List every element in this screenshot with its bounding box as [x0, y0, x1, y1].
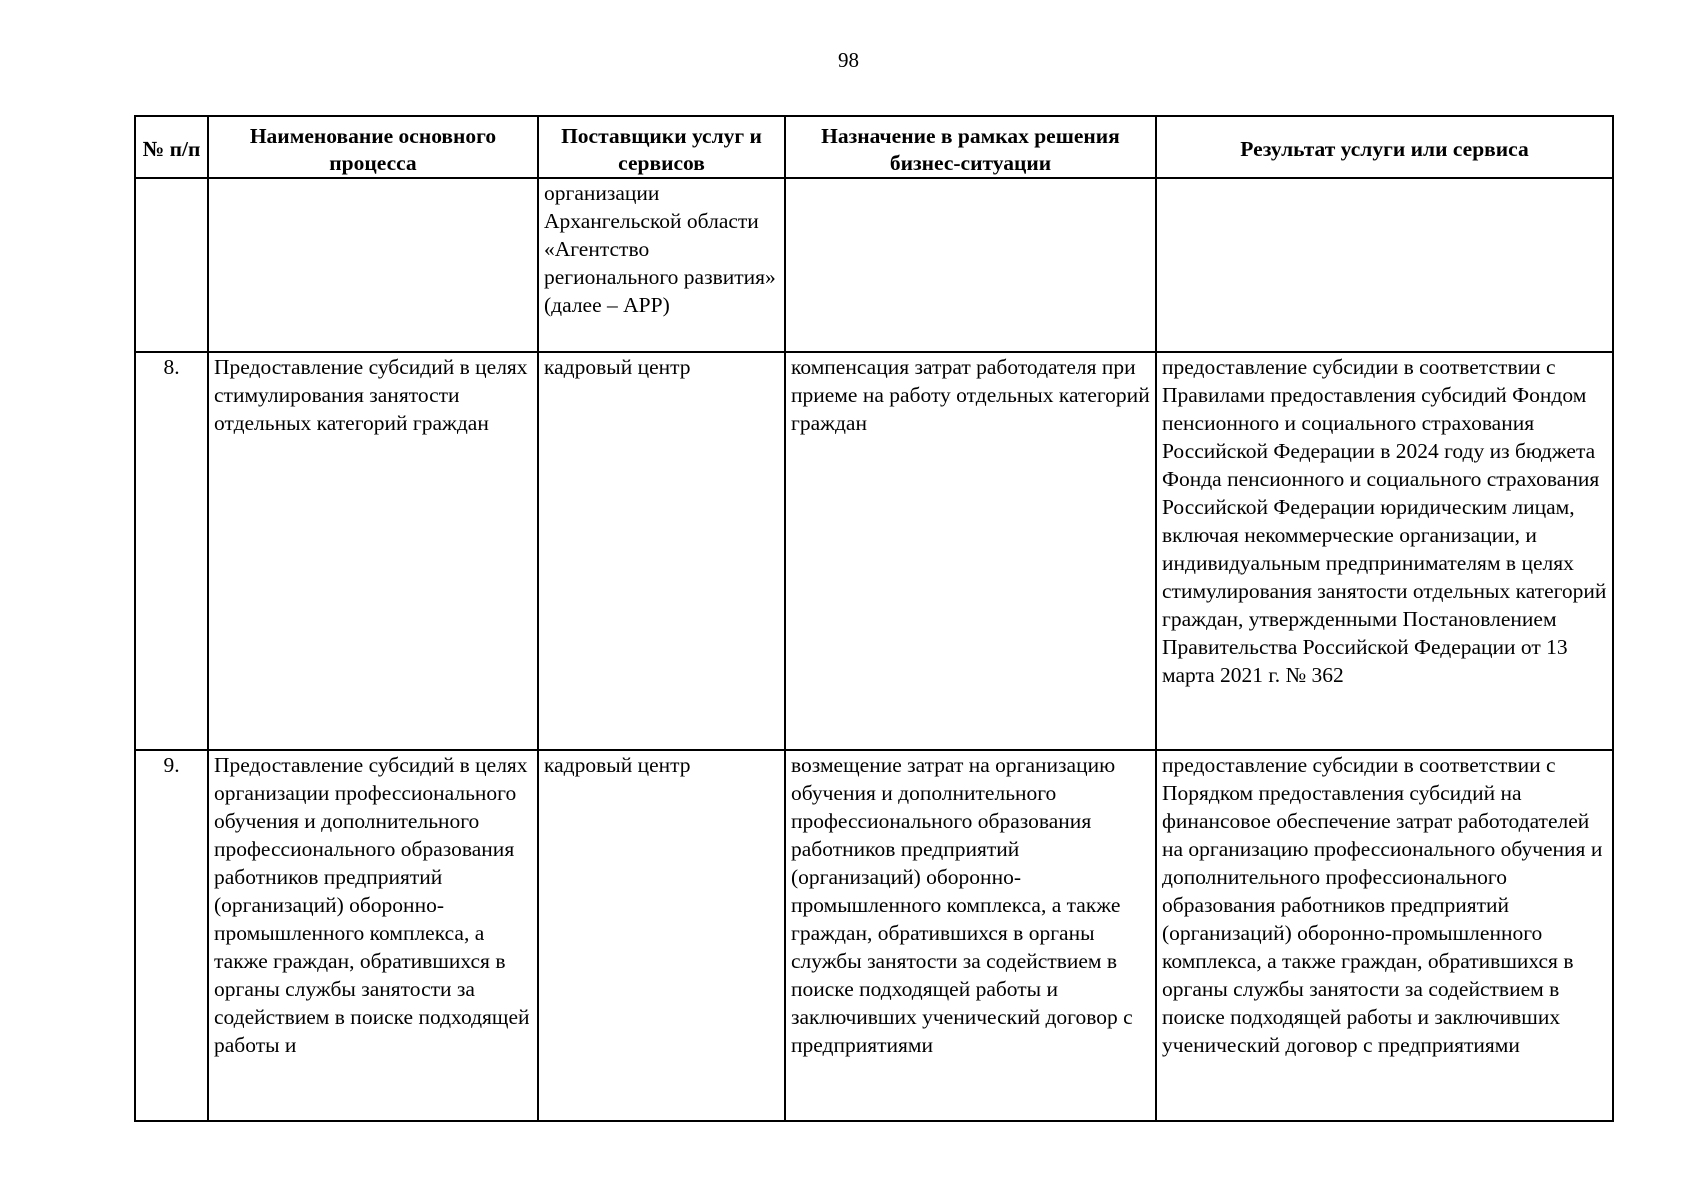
header-num: № п/п: [135, 116, 208, 178]
process-cell: Предоставление субсидий в целях организации профессионального обучения и дополнительного профессионального образования работников предприятий (организаций) оборонно-промышленного комплекса, а также граждан, обратившихся в органы службы занятости за содействием в поиске подходящей работы и: [208, 750, 538, 1121]
page-number: 98: [838, 48, 859, 72]
providers-cell: организации Архангельской области «Агентство регионального развития» (далее – АРР): [538, 178, 785, 352]
result-cell: [1156, 178, 1613, 352]
purpose-cell: возмещение затрат на организацию обучения и дополнительного профессионального образования работников предприятий (организаций) оборонно-промышленного комплекса, а также граждан, обратившихся в органы службы занятости за содействием в поиске подходящей работы и заключивших ученический договор с предприятиями: [785, 750, 1156, 1121]
providers-cell: кадровый центр: [538, 750, 785, 1121]
row-number-cell: [135, 178, 208, 352]
table-row: [135, 178, 1613, 352]
services-table: [134, 115, 1614, 1122]
row-number-cell: 9.: [135, 750, 208, 1121]
table-row: [135, 750, 1613, 1121]
result-cell: предоставление субсидии в соответствии с Порядком предоставления субсидий на финансовое обеспечение затрат работодателей на организацию профессионального обучения и дополнительного профессионального образования работников предприятий (организаций) оборонно-промышленного комплекса, а также граждан, обратившихся в органы службы занятости за содействием в поиске подходящей работы и заключивших ученический договор с предприятиями: [1156, 750, 1613, 1121]
process-cell: [208, 178, 538, 352]
purpose-cell: компенсация затрат работодателя при приеме на работу отдельных категорий граждан: [785, 352, 1156, 750]
table-row: [135, 352, 1613, 750]
header-process: Наименование основного процесса: [208, 116, 538, 178]
providers-cell: кадровый центр: [538, 352, 785, 750]
table-header-row: [135, 116, 1613, 178]
header-result: Результат услуги или сервиса: [1156, 116, 1613, 178]
purpose-cell: [785, 178, 1156, 352]
header-providers: Поставщики услуг и сервисов: [538, 116, 785, 178]
row-number-cell: 8.: [135, 352, 208, 750]
header-purpose: Назначение в рамках решения бизнес-ситуации: [785, 116, 1156, 178]
result-cell: предоставление субсидии в соответствии с Правилами предоставления субсидий Фондом пенсионного и социального страхования Российской Федерации в 2024 году из бюджета Фонда пенсионного и социального страхования Российской Федерации юридическим лицам, включая некоммерческие организации, и индивидуальным предпринимателям в целях стимулирования занятости отдельных категорий граждан, утвержденными Постановлением Правительства Российской Федерации от 13 марта 2021 г. № 362: [1156, 352, 1613, 750]
process-cell: Предоставление субсидий в целях стимулирования занятости отдельных категорий граждан: [208, 352, 538, 750]
